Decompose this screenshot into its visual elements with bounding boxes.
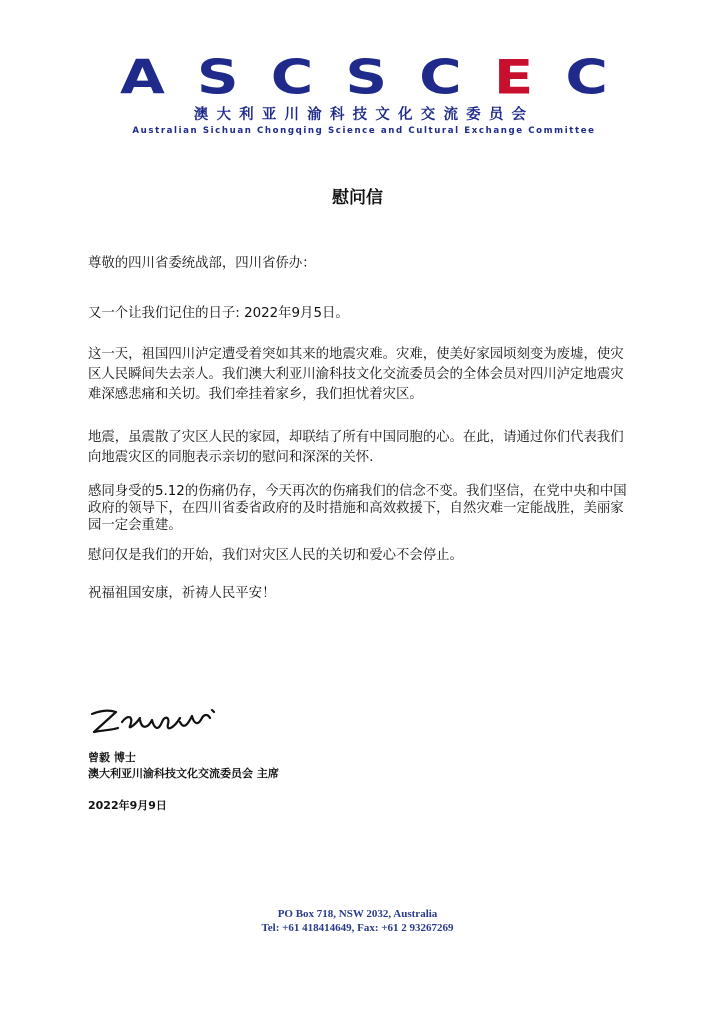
salutation: 尊敬的四川省委统战部，四川省侨办： (88, 256, 316, 271)
logo-letter: S (196, 49, 239, 105)
logo-acronym (120, 49, 608, 105)
logo-chinese-name: 澳大利亚川渝科技文化交流委员会 (193, 107, 535, 123)
signatory-title: 澳大利亚川渝科技文化交流委员会 主席 (88, 767, 279, 780)
paragraph-1: 又一个让我们记住的日子: 2022年9月5日。 (88, 306, 349, 321)
logo-letter: S (345, 49, 388, 105)
logo-letter: A (120, 49, 165, 105)
footer (0, 907, 715, 935)
logo-letter: C (419, 49, 462, 105)
logo-english-name: Australian Sichuan Chongqing Science and Cultural Exchange Committee (132, 126, 596, 136)
handwritten-signature (88, 702, 228, 742)
paragraph-2: 这一天，祖国四川泸定遭受着突如其来的地震灾难。灾难，使美好家园顷刻变为废墟，使灾区人民瞬间失去亲人。我们澳大利亚川渝科技文化交流委员会的全体会员对四川泸定地震灾难深感悲痛和关切。我们牵挂着家乡，我们担忧着灾区。 (88, 347, 624, 402)
footer-contact: Tel: +61 418414649, Fax: +61 2 93267269 (261, 922, 454, 934)
footer-address: PO Box 718, NSW 2032, Australia (277, 908, 438, 920)
letter-date: 2022年9月9日 (88, 799, 167, 812)
logo-letter: C (565, 49, 608, 105)
paragraph-4: 感同身受的5.12的伤痛仍存，今天再次的伤痛我们的信念不变。我们坚信，在党中央和中国政府的领导下，在四川省委省政府的及时措施和高效救援下，自然灾难一定能战胜，美丽家园一定会重建。 (88, 484, 627, 533)
paragraph-5: 慰问仅是我们的开始，我们对灾区人民的关切和爱心不会停止。 (88, 548, 463, 563)
paragraph-6: 祝福祖国安康，祈祷人民平安！ (88, 586, 276, 601)
organization-logo (120, 49, 608, 136)
logo-letter: C (270, 49, 314, 105)
logo-letter-accent: E (493, 49, 534, 105)
paragraph-3: 地震，虽震散了灾区人民的家园，却联结了所有中国同胞的心。在此，请通过你们代表我们向地震灾区的同胞表示亲切的慰问和深深的关怀. (88, 430, 624, 465)
signatory-name: 曾毅 博士 (88, 751, 136, 764)
letter-title: 慰问信 (332, 188, 383, 208)
